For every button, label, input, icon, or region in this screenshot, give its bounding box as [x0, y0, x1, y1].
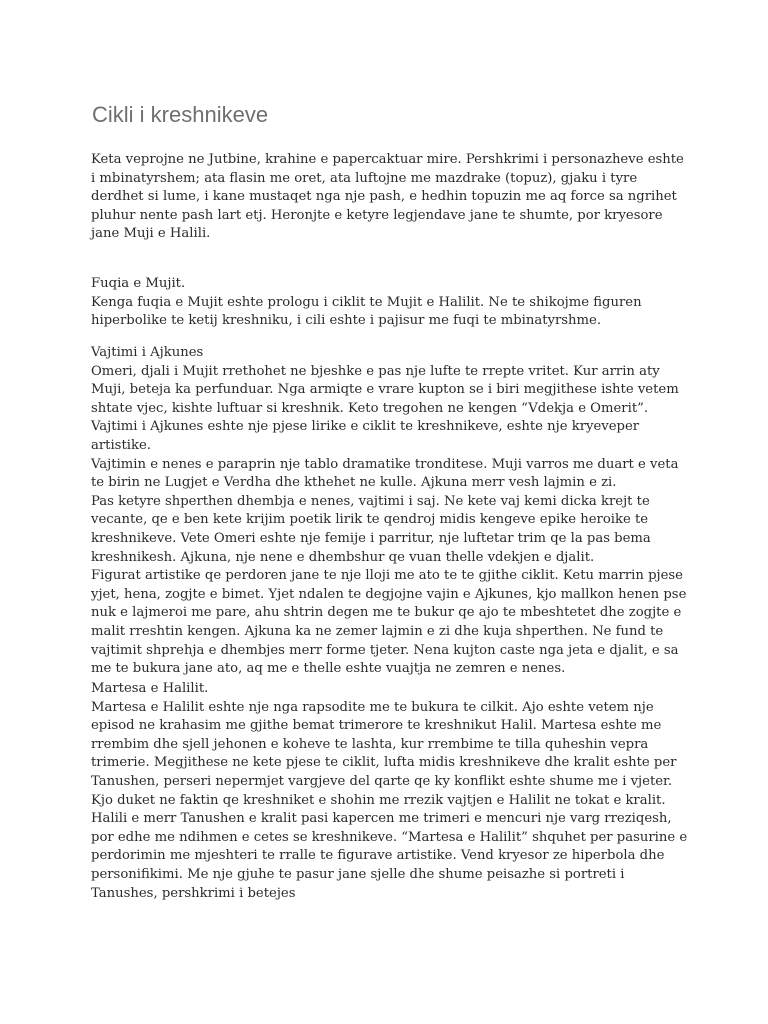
section-fuqia-e-mujit	[91, 275, 731, 331]
text-line: nuk e lajmeroi me pare, ahu shtrin degen me te bukur qe ajo te mbeshtetet dhe zogjte e	[91, 605, 682, 621]
document-title: Cikli i kreshnikeve	[92, 102, 269, 127]
section-heading: Fuqia e Mujit.	[91, 276, 186, 291]
text-line: personifikimi. Me nje gjuhe te pasur jane sjelle dhe shume peisazhe si portreti i	[91, 866, 625, 882]
text-line: Vajtimin e nenes e paraprin nje tablo dramatike tronditese. Muji varros me duart e veta	[91, 456, 679, 472]
text-line: episod ne krahasim me gjithe bemat trimerore te kreshnikut Halil. Martesa eshte me	[91, 718, 662, 734]
text-line: Omeri, djali i Mujit rrethohet ne bjeshke e pas nje lufte te rrepte vritet. Kur arrin aty	[91, 363, 660, 379]
text-line: yjet, hena, zogjte e bimet. Yjet ndalen te degjojne vajin e Ajkunes, kjo mallkon henen pse	[91, 586, 687, 602]
text-line: Tanushes, pershkrimi i betejes	[91, 885, 296, 901]
text-line: artistike.	[91, 437, 151, 453]
text-line: Pas ketyre shperthen dhembja e nenes, vajtimi i saj. Ne kete vaj kemi dicka krejt te	[91, 493, 650, 509]
intro-paragraph	[91, 151, 731, 244]
text-line: Vajtimi i Ajkunes eshte nje pjese lirike e ciklit te kreshnikeve, eshte nje kryeveper	[91, 419, 640, 435]
text-line: Martesa e Halilit eshte nje nga rapsodite me te bukura te cilkit. Ajo eshte vetem nje	[91, 699, 654, 715]
text-line: pluhur nente pash lart etj. Heronjte e ketyre legjendave jane te shumte, por kryesore	[91, 207, 663, 223]
text-line: malit rreshtin kengen. Ajkuna ka ne zemer lajmin e zi dhe kuja shperthen. Ne fund te	[91, 623, 664, 639]
text-line: por edhe me ndihmen e cetes se kreshnikeve. “Martesa e Halilit” shquhet per pasurine e	[91, 829, 688, 845]
text-line: me te bukura jane ato, aq me e thelle eshte vuajtja ne zemren e nenes.	[91, 661, 566, 677]
text-line: Muji, beteja ka perfunduar. Nga armiqte e vrare kupton se i biri megjithese ishte vetem	[91, 382, 679, 398]
text-line: vajtimit shprehja e dhembjes merr forme tjeter. Nena kujton caste nga jeta e djalit, e sa	[91, 642, 679, 658]
text-line: Keta veprojne ne Jutbine, krahine e papercaktuar mire. Pershkrimi i personazheve eshte	[91, 152, 684, 167]
text-line: perdorimin me mjeshteri te rralle te figurave artistike. Vend kryesor ze hiperbola dhe	[91, 848, 665, 864]
section-heading: Martesa e Halilit.	[91, 681, 209, 696]
section-martesa-e-halilit	[91, 680, 731, 903]
text-line: te birin ne Lugjet e Verdha dhe kthehet ne kulle. Ajkuna merr vesh lajmin e zi.	[91, 475, 617, 491]
text-line: Halili e merr Tanushen e kralit pasi kapercen me trimeri e mencuri nje varg rreziqesh,	[91, 811, 672, 827]
text-line: rrembim dhe sjell jehonen e koheve te lashta, kur rrembime te tilla quheshin vepra	[91, 736, 649, 752]
text-line: vecante, qe e ben kete krijim poetik lirik te qendroj midis kengeve epike heroike te	[91, 512, 649, 528]
text-line: hiperbolike te ketij kreshniku, i cili eshte i pajisur me fuqi te mbinatyrshme.	[91, 313, 602, 329]
text-line: Kenga fuqia e Mujit eshte prologu i ciklit te Mujit e Halilit. Ne te shikojme figuren	[91, 294, 642, 310]
text-line: Kjo duket ne faktin qe kreshniket e shohin me rrezik vajtjen e Halilit ne tokat e kralit.	[91, 792, 666, 808]
text-line: Figurat artistike qe perdoren jane te nje lloji me ato te te gjithe ciklit. Ketu marrin pjese	[91, 568, 683, 584]
text-line: derdhet si lume, i kane mustaqet nga nje pash, e hedhin topuzin me aq force sa ngrihet	[91, 189, 677, 205]
text-line: kreshnikeve. Vete Omeri eshte nje femije i parritur, nje luftetar trim qe la pas bema	[91, 530, 651, 546]
text-line: jane Muji e Halili.	[91, 226, 211, 242]
text-line: i mbinatyrshem; ata flasin me oret, ata luftojne me mazdrake (topuz), gjaku i tyre	[91, 170, 638, 186]
text-line: shtate vjec, kishte luftuar si kreshnik. Keto tregohen ne kengen “Vdekja e Omerit”.	[91, 400, 649, 416]
text-line: trimerie. Megjithese ne kete pjese te ciklit, lufta midis kreshnikeve dhe kralit eshte per	[91, 755, 677, 771]
section-vajtimi-i-ajkunes	[91, 344, 731, 679]
text-line: Tanushen, perseri nepermjet vargjeve del qarte qe ky konflikt eshte shume me i vjeter.	[91, 773, 673, 789]
text-line: kreshnikesh. Ajkuna, nje nene e dhembshur qe vuan thelle vdekjen e djalit.	[91, 549, 595, 565]
section-heading: Vajtimi i Ajkunes	[91, 345, 204, 360]
